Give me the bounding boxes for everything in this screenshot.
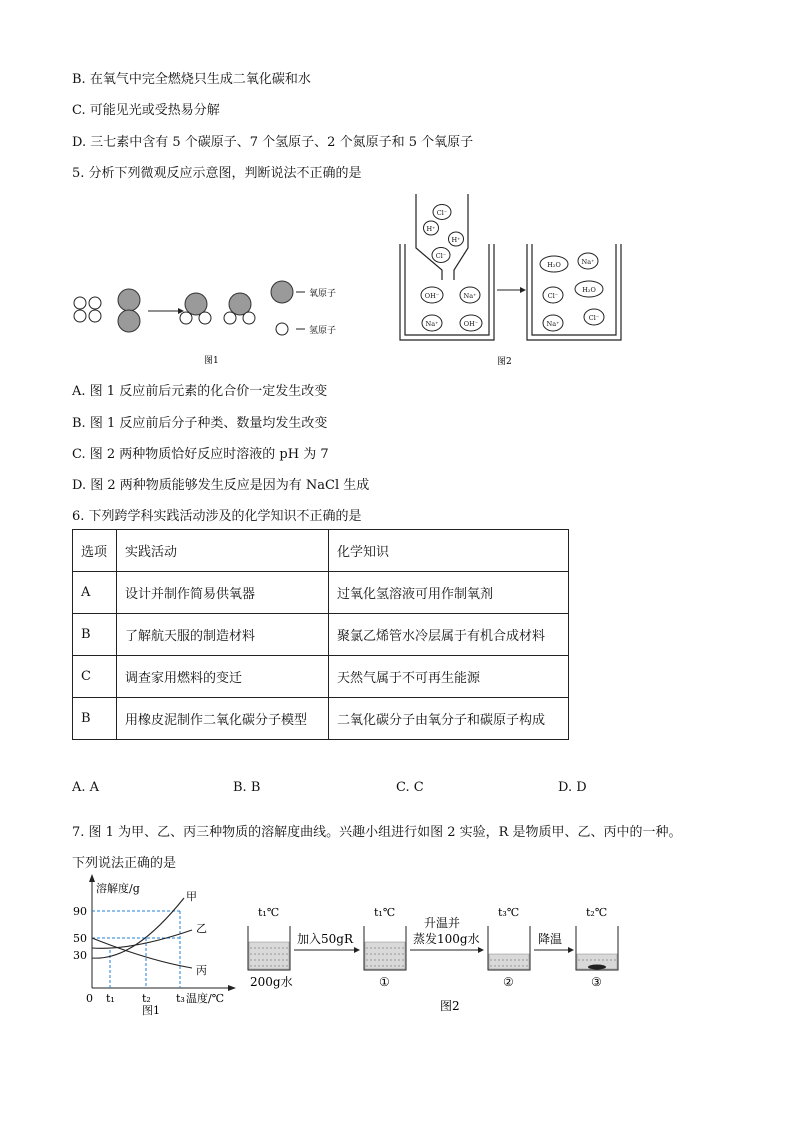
ion: OH⁻ xyxy=(463,320,479,328)
table-cell: 用橡皮泥制作二氧化碳分子模型 xyxy=(117,698,329,740)
table-header xyxy=(73,530,569,572)
table-cell: 聚氯乙烯管水冷层属于有机合成材料 xyxy=(329,614,569,656)
ion: Na⁺ xyxy=(581,258,595,266)
table-cell: 了解航天服的制造材料 xyxy=(117,614,329,656)
step-heat: 升温并 xyxy=(424,916,461,930)
header-cell: 实践活动 xyxy=(117,530,329,572)
figure-2-neutralization xyxy=(396,192,626,368)
tube-ion: H⁺ xyxy=(426,225,436,233)
tube-ion: H⁺ xyxy=(451,236,461,244)
q5-option-d: D. 图 2 两种物质能够发生反应是因为有 NaCl 生成 xyxy=(72,478,370,493)
curve-label: 乙 xyxy=(196,922,207,935)
table-cell: 调查家用燃料的变迁 xyxy=(117,656,329,698)
water-label: 200g水 xyxy=(250,975,293,989)
y-tick: 50 xyxy=(73,932,87,945)
table-cell: 过氧化氢溶液可用作制氧剂 xyxy=(329,572,569,614)
q4-option-d: D. 三七素中含有 5 个碳原子、7 个氢原子、2 个氮原子和 5 个氧原子 xyxy=(72,135,474,150)
ion: Na⁺ xyxy=(425,320,439,328)
chart-caption: 图1 xyxy=(142,1004,160,1017)
step-evaporate: 蒸发100g水 xyxy=(413,932,480,946)
step-add: 加入50gR xyxy=(297,932,353,946)
q5-option-a: A. 图 1 反应前后元素的化合价一定发生改变 xyxy=(72,384,328,399)
table-cell: C xyxy=(73,656,117,698)
table-row xyxy=(73,614,569,656)
solubility-chart xyxy=(62,870,240,1018)
table-cell: B xyxy=(73,698,117,740)
ion: H₂O xyxy=(547,261,561,269)
ion: Na⁺ xyxy=(463,292,477,300)
ion: OH⁻ xyxy=(424,292,440,300)
figure-2-caption: 图2 xyxy=(497,357,512,367)
beaker-number: ② xyxy=(503,975,514,989)
figure-1-caption: 图1 xyxy=(204,356,219,366)
ion: H₂O xyxy=(582,286,596,294)
table-row xyxy=(73,656,569,698)
q6-stem: 6. 下列跨学科实践活动涉及的化学知识不正确的是 xyxy=(72,509,362,524)
beaker-temp: t₂℃ xyxy=(586,906,608,919)
practice-table xyxy=(72,529,569,740)
q6-option-b: B. B xyxy=(233,780,261,795)
ion: Na⁺ xyxy=(546,320,560,328)
beaker-temp: t₁℃ xyxy=(374,906,396,919)
legend-oxygen: 氧原子 xyxy=(309,289,337,299)
beaker-temp: t₁℃ xyxy=(258,906,280,919)
experiment-figure xyxy=(240,898,630,1018)
ion: Cl⁻ xyxy=(547,292,559,300)
curve-yi xyxy=(92,930,192,948)
table-row xyxy=(73,698,569,740)
x-axis-label: 温度/℃ xyxy=(186,992,225,1005)
step-cool: 降温 xyxy=(538,932,563,946)
curve-jia xyxy=(92,898,184,958)
tube-ion: Cl⁻ xyxy=(435,252,447,260)
curve-label: 甲 xyxy=(186,890,197,903)
header-cell: 化学知识 xyxy=(329,530,569,572)
q6-option-d: D. D xyxy=(558,780,587,795)
q5-option-c: C. 图 2 两种物质恰好反应时溶液的 pH 为 7 xyxy=(72,447,329,462)
figure-1-reaction xyxy=(60,280,380,370)
q5-option-b: B. 图 1 反应前后分子种类、数量均发生改变 xyxy=(72,416,328,431)
x-tick: t₃ xyxy=(176,992,185,1005)
precipitate xyxy=(588,965,606,970)
curve-bing xyxy=(92,938,192,968)
beaker-temp: t₃℃ xyxy=(498,906,520,919)
beaker-number: ① xyxy=(379,975,390,989)
table-cell: B xyxy=(73,614,117,656)
q7-stem: 7. 图 1 为甲、乙、丙三种物质的溶解度曲线。兴趣小组进行如图 2 实验，R 是物质甲、乙、丙中的一种。 xyxy=(72,825,682,840)
q5-stem: 5. 分析下列微观反应示意图，判断说法不正确的是 xyxy=(72,166,362,181)
q7-stem-2: 下列说法正确的是 xyxy=(72,856,177,871)
q6-option-c: C. C xyxy=(396,780,424,795)
experiment-caption: 图2 xyxy=(440,999,460,1013)
table-cell: 二氧化碳分子由氧分子和碳原子构成 xyxy=(329,698,569,740)
q4-option-b: B. 在氧气中完全燃烧只生成二氧化碳和水 xyxy=(72,72,311,87)
table-cell: 设计并制作简易供氧器 xyxy=(117,572,329,614)
curve-label: 丙 xyxy=(196,964,207,977)
legend-hydrogen: 氢原子 xyxy=(309,326,337,336)
x-tick: t₁ xyxy=(106,992,115,1005)
y-axis-label: 溶解度/g xyxy=(96,882,140,895)
y-tick: 30 xyxy=(73,949,87,962)
tube-ion: Cl⁻ xyxy=(436,209,448,217)
beaker-number: ③ xyxy=(591,975,602,989)
origin-label: 0 xyxy=(86,992,93,1005)
x-tick: t₂ xyxy=(142,992,151,1005)
table-cell: 天然气属于不可再生能源 xyxy=(329,656,569,698)
header-cell: 选项 xyxy=(73,530,117,572)
table-cell: A xyxy=(73,572,117,614)
table-row xyxy=(73,572,569,614)
ion: Cl⁻ xyxy=(588,314,600,322)
q4-option-c: C. 可能见光或受热易分解 xyxy=(72,103,220,118)
y-tick: 90 xyxy=(73,905,87,918)
q6-option-a: A. A xyxy=(72,780,100,795)
